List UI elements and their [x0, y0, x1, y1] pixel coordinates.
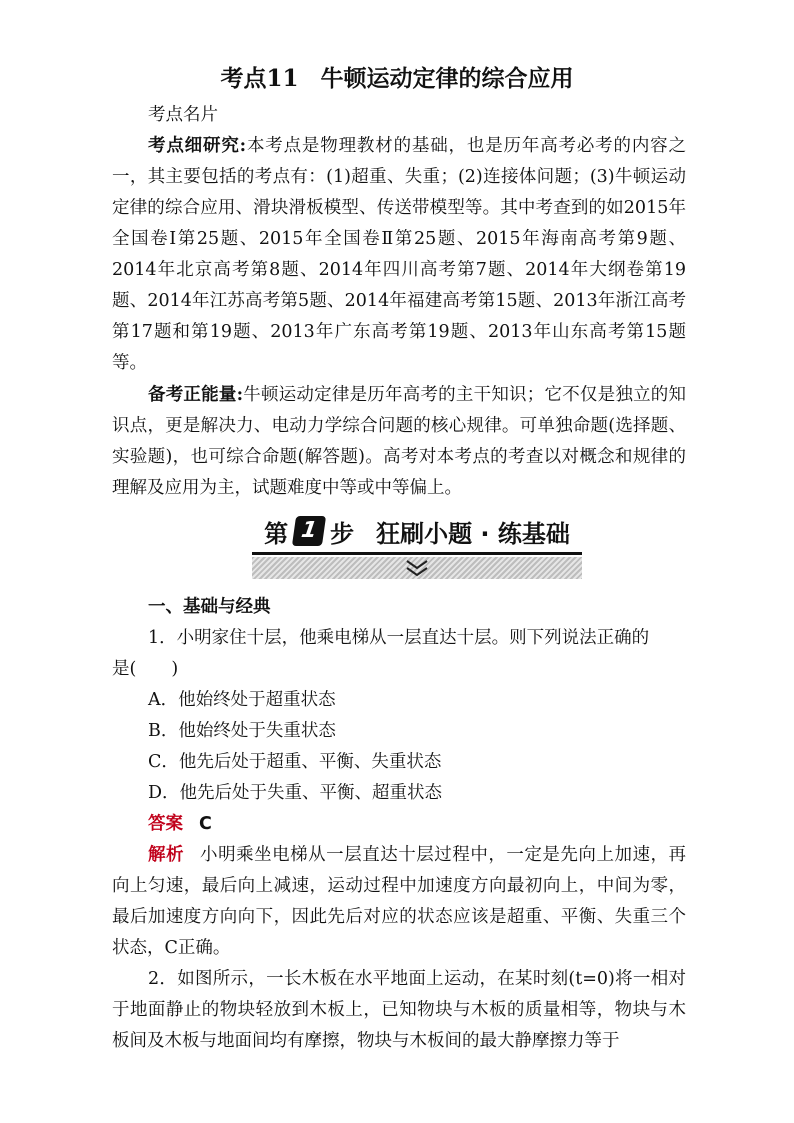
energy-text: 牛顿运动定律是历年高考的主干知识；它不仅是独立的知识点，更是解决力、电动力学综合问题的核心规律。可单独命题(选择题、实验题)，也可综合命题(解答题)。高考对本考点的考查以对概念和规律的理解及应用为主，试题难度中等或中等偏上。: [112, 385, 687, 498]
research-label: 考点细研究:: [148, 136, 247, 156]
q1-option-c: C．他先后处于超重、平衡、失重状态: [148, 752, 442, 772]
step-banner-heading: [252, 512, 582, 550]
q1-stem-line1: 1．小明家住十层，他乘电梯从一层直达十层。则下列说法正确的: [148, 628, 650, 648]
topic-title: 牛顿运动定律的综合应用: [320, 65, 574, 92]
answer-value: C: [199, 814, 212, 834]
q2-paragraph: [112, 964, 686, 1057]
q1-option-b: B．他始终处于失重状态: [148, 721, 336, 741]
energy-label: 备考正能量:: [148, 385, 244, 405]
page-title: [0, 60, 794, 93]
q1-option-a: A．他始终处于超重状态: [148, 690, 336, 710]
energy-paragraph: [112, 380, 686, 504]
q1-analysis-paragraph: [112, 840, 686, 964]
step-banner: [252, 512, 582, 578]
research-text: 本考点是物理教材的基础，也是历年高考必考的内容之一，其主要包括的考点有：(1)超重、失重；(2)连接体问题；(3)牛顿运动定律的综合应用、滑块滑板模型、传送带模型等。其中考查到的如2015年全国卷Ⅰ第25题、2015年全国卷Ⅱ第25题、2015年海南高考第9题、2014年北京高考第8题、2014年四川高考第7题、2014年大纲卷第19题、2014年江苏高考第5题、2014年福建高考第15题、2013年浙江高考第17题和第19题、2013年广东高考第19题、2013年山东高考第15题等。: [112, 136, 686, 373]
card-label: 考点名片: [148, 105, 218, 125]
step-title: 狂刷小题 · 练基础: [376, 519, 570, 548]
topic-number: 考点11: [220, 65, 299, 92]
double-chevron-down-icon: [402, 558, 432, 578]
q1-answer-row: [148, 809, 212, 840]
section-title: 一、基础与经典: [148, 597, 271, 617]
step-prefix: 第: [264, 519, 289, 548]
q1-option-d: D．他先后处于失重、平衡、超重状态: [148, 783, 443, 803]
answer-label: 答案: [148, 814, 183, 834]
step-suffix: 步: [330, 519, 355, 548]
step-number-badge: 1: [292, 516, 326, 546]
q2-text: 2．如图所示，一长木板在水平地面上运动，在某时刻(t=0)将一相对于地面静止的物块轻放到木板上，已知物块与木板的质量相等，物块与木板间及木板与地面间均有摩擦，物块与木板间的最大静摩擦力等于: [112, 969, 686, 1051]
step-divider: [252, 552, 582, 555]
analysis-text: 小明乘坐电梯从一层直达十层过程中，一定是先向上加速，再向上匀速，最后向上减速，运动过程中加速度方向最初向上，中间为零，最后加速度方向向下，因此先后对应的状态应该是超重、平衡、失重三个状态，C正确。: [112, 845, 687, 958]
step-hatched-band: [252, 557, 582, 579]
research-paragraph: [112, 131, 686, 379]
analysis-label: 解析: [148, 845, 185, 865]
q1-stem-line2: 是( ): [112, 659, 179, 679]
